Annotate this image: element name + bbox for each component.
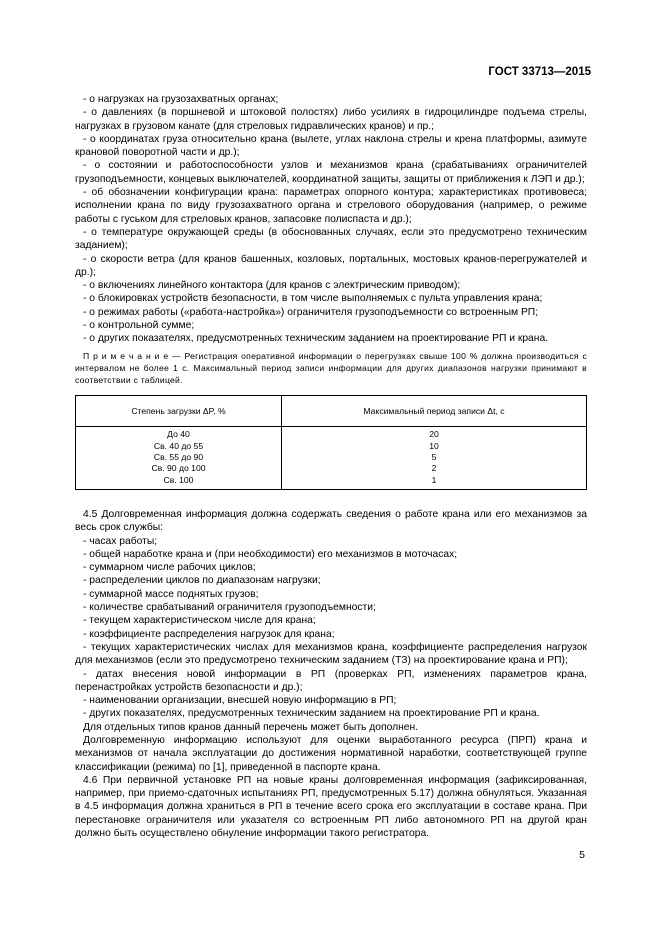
list-item: - о давлениях (в поршневой и штоковой полостях) либо усилиях в гидроцилиндре подъема стрелы, нагрузках в грузовом канате (для стреловых гидравлических кранов) и пр.; <box>75 107 587 132</box>
column-header-period: Максимальный период записи Δt, с <box>282 396 587 427</box>
list-item: - других показателях, предусмотренных техническим заданием на проектирование РП и крана. <box>83 708 540 720</box>
note-paragraph: П р и м е ч а н и е — Регистрация оперативной информации о перегрузках свыше 100 % должна производиться с интервалом не более 1 с. Максимальный период записи информации для других диапазонов нагрузки принимают в соответствии с таблицей. <box>75 350 587 386</box>
table-header-row <box>76 396 587 427</box>
list-item: - общей наработке крана и (при необходимости) его механизмов в моточасах; <box>83 548 458 560</box>
table-cell-value: Св. 40 до 55 <box>153 440 204 451</box>
list-item: - о скорости ветра (для кранов башенных, козловых, портальных, мостовых кранов-перегружателей и др.); <box>75 253 587 278</box>
list-item: - о блокировках устройств безопасности, в том числе выполняемых с пульта управления крана; <box>83 293 543 305</box>
table-cell-value: 2 <box>431 463 437 474</box>
list-item: - распределении циклов по диапазонам нагрузки; <box>83 575 321 587</box>
load-ranges-cell <box>76 427 282 489</box>
list-item: - наименовании организации, внесшей новую информацию в РП; <box>83 695 397 707</box>
periods-cell <box>282 427 587 489</box>
supplement-paragraph: Для отдельных типов кранов данный перечень может быть дополнен. <box>83 721 419 733</box>
section-4-5-paragraph: 4.5 Долговременная информация должна содержать сведения о работе крана или его механизмов за весь срок службы: <box>75 508 587 534</box>
table-cell-value: 10 <box>429 440 439 451</box>
list-registered-parameters <box>75 93 587 346</box>
list-item: - о координатах груза относительно крана (вылете, углах наклона стрелы и крена платформы, азимуте крановой поворотной части и др.); <box>75 133 587 159</box>
list-item: - о включениях линейного контактора (для кранов с электрическим приводом); <box>83 280 461 292</box>
page-number: 5 <box>579 849 585 861</box>
table-cell-value: 1 <box>431 474 437 485</box>
list-item: - о температуре окружающей среды (в обоснованных случаях, если это предусмотрено техническим заданием); <box>75 226 587 252</box>
list-item: - об обозначении конфигурации крана: параметрах опорного контура; характеристиках противовеса; исполнении крана по виду грузозахватного органа и стрелового оборудования (например, о режиме работы с гуськом для стреловых кранов, запасовке полиспаста и др.); <box>75 187 587 225</box>
list-item: - коэффициенте распределения нагрузок для крана; <box>83 628 335 640</box>
list-item: - суммарной массе поднятых грузов; <box>83 588 259 600</box>
usage-paragraph: Долговременную информацию используют для оценки выработанного ресурса (ПРП) крана и механизмов от начала эксплуатации до достижения нормативной наработки, соответствующей группе классификации (режима) по [1], приведенной в паспорте крана. <box>75 734 587 773</box>
table-cell-value: Св. 100 <box>163 474 194 485</box>
list-item: - о контрольной сумме; <box>83 320 195 332</box>
table-cell-value: 20 <box>429 429 439 440</box>
document-header: ГОСТ 33713—2015 <box>488 66 591 78</box>
list-item: - текущем характеристическом числе для крана; <box>83 615 316 627</box>
page-content <box>75 93 587 840</box>
table-cell-value: Св. 90 до 100 <box>151 463 206 474</box>
column-header-load: Степень загрузки ΔP, % <box>76 396 282 427</box>
table-cell-value: 5 <box>431 452 437 463</box>
list-long-term-info <box>75 535 587 721</box>
list-item: - суммарном числе рабочих циклов; <box>83 562 256 574</box>
recording-period-table <box>75 395 587 489</box>
list-item: - часах работы; <box>83 535 158 547</box>
table-row <box>76 427 587 489</box>
list-item: - количестве срабатываний ограничителя грузоподъемности; <box>83 602 376 614</box>
list-item: - о нагрузках на грузозахватных органах; <box>83 94 279 105</box>
table-cell-value: До 40 <box>167 429 190 440</box>
section-4-6-paragraph: 4.6 При первичной установке РП на новые краны долговременная информация (зафиксированная, например, при приемо-сдаточных испытаниях РП, предусмотренных 5.17) должна обнуляться. Указанная в 4.5 информация должна храниться в РП в течение всего срока его эксплуатации в составе крана. При перестановке ограничителя или указателя со встроенным РП либо автономного РП на другой кран должно быть осуществлено обнуление информации такого регистратора. <box>75 774 587 840</box>
list-item: - о других показателях, предусмотренных техническим заданием на проектирование РП и крана. <box>83 333 549 345</box>
list-item: - о состоянии и работоспособности узлов и механизмов крана (срабатываниях ограничителей грузоподъемности, концевых выключателей, координатной защиты, защиты от приближения к ЛЭП и др.); <box>75 160 587 185</box>
table-cell-value: Св. 55 до 90 <box>153 452 204 463</box>
list-item: - о режимах работы («работа-настройка») ограничителя грузоподъемности со встроенным РП; <box>83 306 539 318</box>
list-item: - текущих характеристических числах для механизмов крана, коэффициенте распределения нагрузок для механизмов (если это предусмотрено техническим заданием (ТЗ) на проектирование крана и РП); <box>75 641 587 667</box>
list-item: - датах внесения новой информации в РП (проверках РП, изменениях параметров крана, перенастройках устройств безопасности и др.); <box>75 668 587 693</box>
